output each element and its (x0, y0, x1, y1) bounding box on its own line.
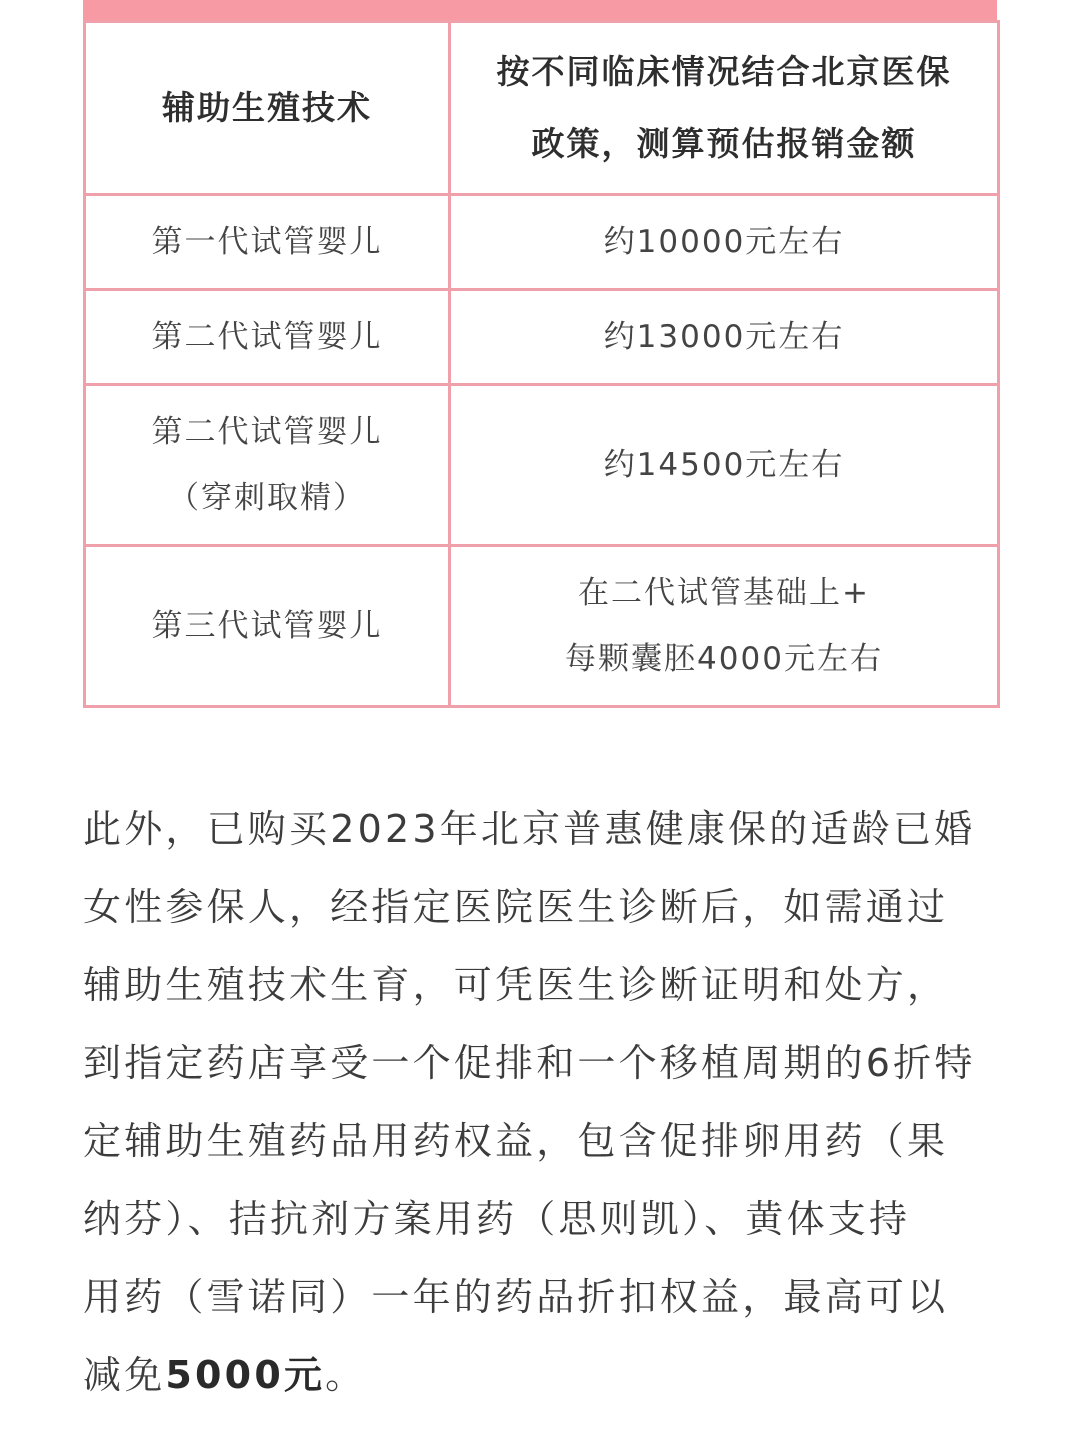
max-discount-amount: 5000元 (165, 1353, 326, 1397)
technique-cell: 第三代试管婴儿 (85, 546, 450, 707)
amount-cell: 约10000元左右 (450, 195, 999, 290)
paragraph-last-line: 减免5000元。 (83, 1353, 367, 1397)
technique-cell: 第二代试管婴儿 （穿刺取精） (85, 385, 450, 546)
table-row (85, 385, 999, 546)
benefit-paragraph: 此外，已购买2023年北京普惠健康保的适龄已婚 女性参保人，经指定医院医生诊断后，如需通过 辅助生殖技术生育，可凭医生诊断证明和处方， 到指定药店享受一个促排和一个移植周期的6折特 定辅助生殖药品用药权益，包含促排卵用药（果 纳芬）、拮抗剂方案用药（思则凯）、黄体支持 用药（雪诺同）一年的药品折扣权益，最高可以 减免5000元。 (83, 790, 997, 1414)
amount-cell: 在二代试管基础上+ 每颗囊胚4000元左右 (450, 546, 999, 707)
table-row (85, 195, 999, 290)
technique-cell: 第一代试管婴儿 (85, 195, 450, 290)
header-technique: 辅助生殖技术 (85, 22, 450, 195)
header-estimated-amount: 按不同临床情况结合北京医保 政策，测算预估报销金额 (450, 22, 999, 195)
table-top-band (83, 0, 997, 20)
table-header-row (85, 22, 999, 195)
reimbursement-table (83, 20, 1000, 708)
technique-cell: 第二代试管婴儿 (85, 290, 450, 385)
amount-cell: 约14500元左右 (450, 385, 999, 546)
table-row (85, 546, 999, 707)
amount-cell: 约13000元左右 (450, 290, 999, 385)
table-row (85, 290, 999, 385)
